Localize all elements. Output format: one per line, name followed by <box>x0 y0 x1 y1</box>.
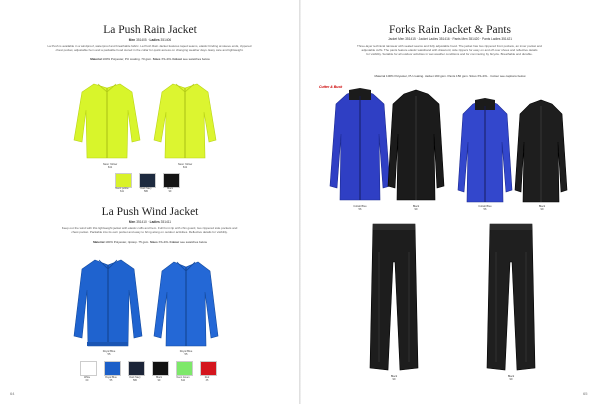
forks-spec: Material 100% Polyester, PU coating. Jacket 190 gsm. Pants 150 gsm. Sizes XS-4XL · Colour see captions below <box>374 74 526 78</box>
rain-jacket-meta: Men 351405 · Ladies 351406 <box>128 38 172 42</box>
swatch-caption: Black 99 <box>167 187 173 193</box>
swatch-neon-yellow <box>115 173 132 188</box>
wind-jacket-meta: Men 351410 · Ladies 351411 <box>128 220 172 224</box>
swatch-caption: Dark Navy 580 <box>129 376 141 382</box>
swatch-caption: Neon Green 644 <box>176 376 190 382</box>
swatch-neon-green <box>176 361 193 376</box>
forks-jacket-cobalt-ladies-image <box>457 98 513 206</box>
forks-jacket-caption: Black 99 <box>412 205 420 211</box>
wind-jacket-caption: Royal Blue 55 <box>102 350 116 356</box>
swatch-caption: Royal Blue 55 <box>105 376 117 382</box>
forks-jacket-caption: Cobalt Blue 56 <box>353 205 367 211</box>
swatch-black <box>152 361 169 376</box>
forks-description: Three-layer technical rainwear with sealed seams and fully adjustable hood. The jacket has two zippered front pockets, an inner pocket and adjustable cuffs. The pants feature elastic waistband with drawcord, side zippers for easy on and off over shoes and reflective details for visibility. Suitable for all outdoor activities in wet weather conditions and for commuting by bicycle. Breathable and durable. <box>357 44 542 56</box>
forks-jacket-caption: Cobalt Blue 56 <box>478 205 492 211</box>
page-number-left: 64 <box>10 391 15 396</box>
brand-mark: Cutter & Buck <box>319 85 343 89</box>
forks-jacket-black-ladies-image <box>514 98 568 206</box>
swatch-caption: Dark Navy 580 <box>140 187 152 193</box>
wind-jacket-ladies-image <box>152 258 220 350</box>
swatch-red <box>200 361 217 376</box>
forks-title: Forks Rain Jacket & Pants <box>388 24 512 36</box>
forks-pants-men-image <box>369 222 419 372</box>
rain-jacket-title: La Push Rain Jacket <box>103 24 197 36</box>
swatch-dark-navy <box>139 173 156 188</box>
swatch-dark-navy <box>128 361 145 376</box>
rain-jacket-caption: Neon Yellow 641 <box>102 163 118 169</box>
rain-jacket-ladies-image <box>152 80 218 162</box>
wind-jacket-caption: Royal Blue 55 <box>179 350 193 356</box>
rain-jacket-men-image <box>72 80 142 162</box>
rain-jacket-spec: Material 100% Polyester, PU coating. 70 gsm. Sizes XS-4XL Colour see swatches below <box>90 57 210 61</box>
right-page <box>301 0 600 404</box>
wind-jacket-title: La Push Wind Jacket <box>101 206 199 218</box>
rain-jacket-caption: Neon Yellow 641 <box>177 163 193 169</box>
swatch-caption: Neon yellow 641 <box>115 187 129 193</box>
left-page <box>0 0 299 404</box>
wind-jacket-men-image <box>72 256 144 350</box>
forks-jacket-caption: Black 99 <box>538 205 546 211</box>
swatch-white <box>80 361 97 376</box>
swatch-caption: Black 99 <box>156 376 162 382</box>
swatch-black <box>163 173 180 188</box>
swatch-royal-blue <box>104 361 121 376</box>
forks-pants-caption: Black 99 <box>507 375 515 381</box>
forks-meta: Jacket Men 351415 · Jacket Ladies 351416 · Pants Men 351420 · Pants Ladies 351421 <box>387 37 513 41</box>
swatch-caption: White 00 <box>83 376 91 382</box>
forks-jacket-black-men-image <box>387 88 445 204</box>
wind-jacket-description: Keep out the wind with this lightweight jacket with elastic cuffs and hem. Full front zip with chin guard, two zippered side pockets and chest pocket. Packable into its own pocket and easy to bring along on outdoor activities. Reflective details for visibility. <box>61 226 238 234</box>
swatch-caption: Red 35 <box>204 376 210 382</box>
forks-pants-ladies-image <box>486 222 536 372</box>
rain-jacket-description: La Push is available in a windproof, waterproof and breathable fabric. La Push Rain Jacket features taped seams, elastic binding at sleeve ends, zippered chest pocket, adjustable hem and a packable hood stored in the collar for quick access on changing weather days. Easy care and lightweight. <box>47 44 252 52</box>
page-number-right: 65 <box>583 391 588 396</box>
wind-jacket-spec: Material 100% Polyester, ripstop. 75 gsm. Sizes XS-4XL Colour see swatches below <box>93 240 207 244</box>
forks-jacket-cobalt-men-image <box>329 88 391 204</box>
forks-pants-caption: Black 99 <box>390 375 398 381</box>
